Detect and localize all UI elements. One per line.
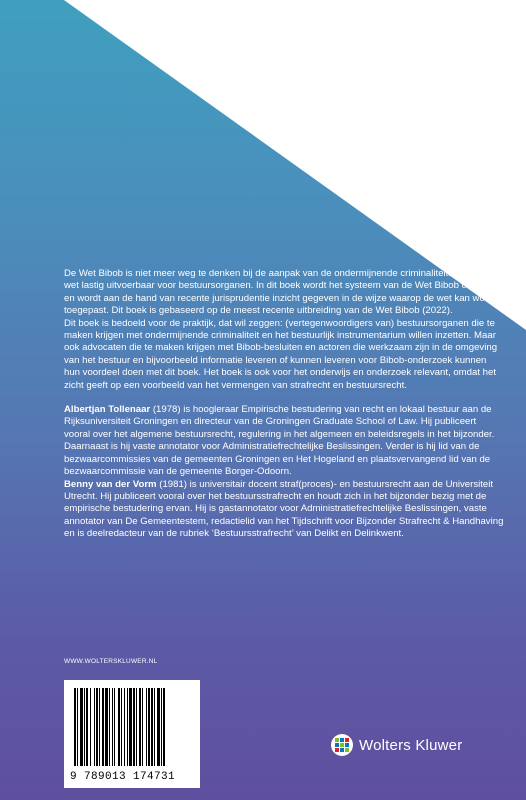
barcode-bar: [139, 688, 141, 766]
isbn-barcode: [64, 680, 200, 788]
barcode-bar: [105, 688, 108, 766]
barcode-bar: [84, 688, 85, 766]
publisher-url: WWW.WOLTERSKLUWER.NL: [64, 658, 158, 665]
barcode-bar: [142, 688, 143, 766]
barcode-bar: [124, 688, 125, 766]
author-bio-text-2: (1981) is universitair docent straf(proces)- en bestuursrecht aan de Universiteit Utrecht. Hij publiceert vooral over het bestuursstrafrecht en houdt zich in het bijzonder bezig met de empirische bestudering ervan. Hij is gastannotator voor Administratiefrechtelijke Beslissingen, vaste annotator van De Gemeentestem, redactielid van het Tijdschrift voor Bijzonder Strafrecht & Handhaving en is deelredacteur van de rubriek ‘Bestuursstrafrecht’ van Delikt en Delinkwent.: [64, 478, 504, 540]
barcode-bar: [114, 688, 115, 766]
barcode-bar: [157, 688, 160, 766]
barcode-bar: [86, 688, 88, 766]
blurb-paragraph-2: Dit boek is bedoeld voor de praktijk, dat wil zeggen: (vertegenwoordigers van) bestuursorganen die te maken krijgen met ondermijnende criminaliteit en het bestuurlijk instrumentarium willen inzetten. Maar ook advocaten die te maken krijgen met Bibob-besluiten en actoren die werkzaam zijn in de omgeving van het bestuur en bijvoorbeeld informatie leveren of kunnen leveren voor Bibob-onderzoek kunnen hun voordeel doen met dit boek. Het boek is ook voor het onderwijs en onderzoek relevant, omdat het zicht geeft op een voorbeeld van het vermengen van strafrecht en bestuursrecht.: [64, 317, 498, 391]
barcode-bar: [99, 688, 100, 766]
barcode-bar: [136, 688, 137, 766]
author-bio-2: [64, 479, 504, 541]
barcode-bar: [146, 688, 147, 766]
barcode-bar: [161, 688, 162, 766]
barcode-bar: [133, 688, 135, 766]
blurb-paragraph-1: De Wet Bibob is niet meer weg te denken bij de aanpak van de ondermijnende criminaliteit. Toch is de wet lastig uitvoerbaar voor bestuursorganen. In dit boek wordt het systeem van de Wet Bibob ontleed en wordt aan de hand van recente jurisprudentie inzicht gegeven in de wijze waarop de wet kan worden toegepast. Dit boek is gebaseerd op de meest recente uitbreiding van de Wet Bibob (2022).: [64, 268, 504, 317]
barcode-bar: [94, 688, 95, 766]
author-name-2: Benny van der Vorm: [64, 478, 157, 490]
barcode-bar: [77, 688, 78, 766]
barcode-bar: [80, 688, 83, 766]
wolters-kluwer-logo-icon: [330, 733, 354, 757]
barcode-bar: [127, 688, 128, 766]
barcode-bar: [102, 688, 104, 766]
barcode-bar: [109, 688, 110, 766]
barcode-bars: [74, 688, 190, 766]
barcode-bar: [163, 688, 165, 766]
author-name-1: Albertjan Tollenaar: [64, 404, 151, 416]
barcode-bar: [90, 688, 91, 766]
cover-text: [64, 268, 504, 541]
publisher-name: Wolters Kluwer: [359, 736, 463, 754]
barcode-bar: [121, 688, 122, 766]
author-bio-text-1: (1978) is hoogleraar Empirische bestudering van recht en lokaal bestuur aan de Rijksuniversiteit Groningen en directeur van de Groningen Graduate School of Law. Hij publiceert vooral over het algemene bestuursrecht, regulering in het algemeen en beleidsregels in het bijzonder. Daarnaast is hij vaste annotator voor Administratiefrechtelijke Beslissingen. Verder is hij lid van de bezwaarcommissies van de gemeenten Groningen en Het Hogeland en plaatsvervangend lid van de bezwaarcommissie van de gemeente Borger-Odoorn.: [64, 404, 495, 478]
barcode-bar: [148, 688, 150, 766]
barcode-bar: [151, 688, 153, 766]
barcode-bar: [112, 688, 113, 766]
barcode-bar: [118, 688, 120, 766]
isbn-number: 9 789013 174731: [70, 771, 176, 783]
barcode-bar: [96, 688, 98, 766]
author-bio-1: [64, 404, 504, 478]
barcode-bar: [129, 688, 132, 766]
barcode-bar: [74, 688, 76, 766]
publisher-logo: [330, 733, 462, 757]
barcode-bar: [154, 688, 155, 766]
